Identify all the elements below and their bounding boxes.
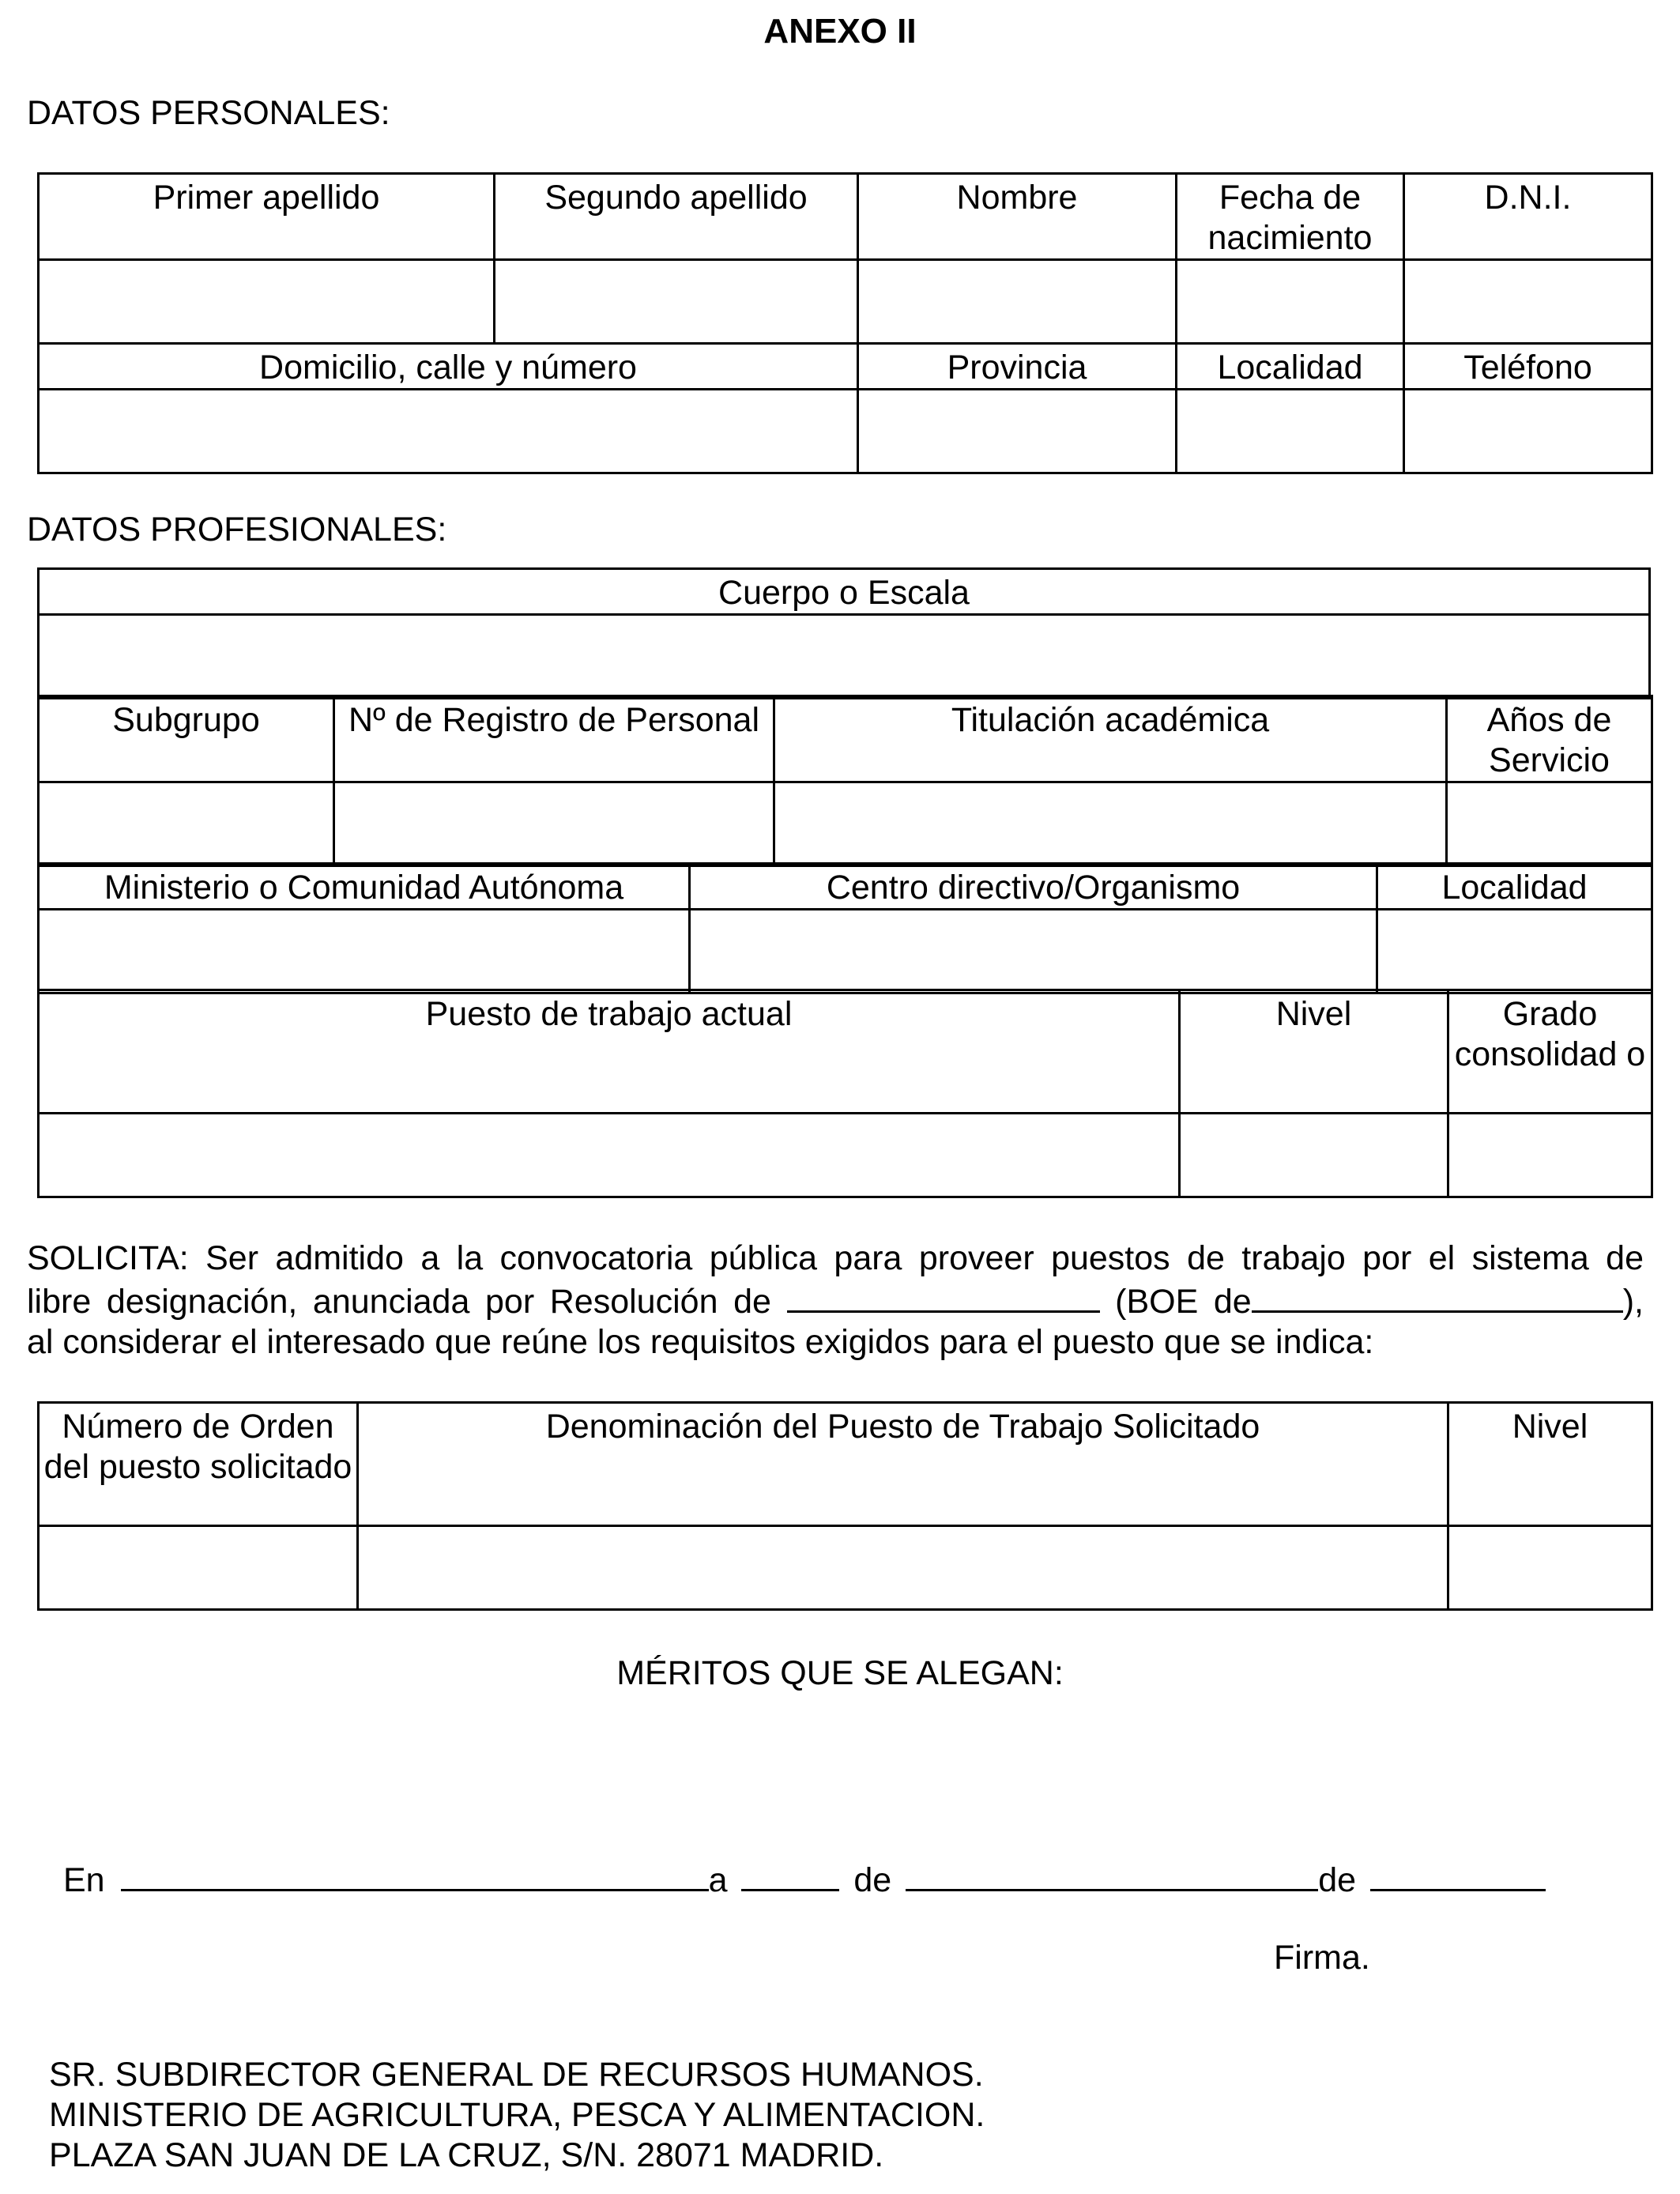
cuerpo-escala-field[interactable] <box>39 615 1650 699</box>
header-titulacion: Titulación académica <box>774 696 1447 782</box>
registro-personal-field[interactable] <box>334 782 774 866</box>
numero-orden-field[interactable] <box>39 1526 358 1610</box>
resolucion-date-blank[interactable] <box>787 1279 1100 1313</box>
request-table <box>37 1401 1653 1611</box>
nombre-field[interactable] <box>858 260 1177 344</box>
titulacion-field[interactable] <box>774 782 1447 866</box>
place-blank[interactable] <box>121 1857 709 1891</box>
personal-data-table <box>37 172 1653 474</box>
year-blank[interactable] <box>1370 1857 1546 1891</box>
header-denominacion-puesto: Denominación del Puesto de Trabajo Solicitado <box>358 1403 1448 1526</box>
address-line-2: MINISTERIO DE AGRICULTURA, PESCA Y ALIMENTACION. <box>49 2096 985 2134</box>
header-centro-directivo: Centro directivo/Organismo <box>690 864 1377 910</box>
solicita-line-2 <box>27 1279 1644 1322</box>
boe-date-blank[interactable] <box>1252 1279 1623 1313</box>
address-line-3: PLAZA SAN JUAN DE LA CRUZ, S/N. 28071 MADRID. <box>49 2136 884 2174</box>
de-label-1: de <box>853 1861 892 1899</box>
provincia-field[interactable] <box>858 390 1177 473</box>
header-dni: D.N.I. <box>1404 174 1652 260</box>
header-subgrupo: Subgrupo <box>39 696 334 782</box>
solicita-boe-label: (BOE de <box>1115 1283 1252 1321</box>
header-provincia: Provincia <box>858 344 1177 390</box>
nivel-solicitado-field[interactable] <box>1448 1526 1652 1610</box>
header-nivel-solicitado: Nivel <box>1448 1403 1652 1526</box>
ministerio-field[interactable] <box>39 910 690 993</box>
header-cuerpo-escala: Cuerpo o Escala <box>39 569 1650 615</box>
professional-puesto-table <box>37 989 1653 1198</box>
page-title: ANEXO II <box>763 12 917 51</box>
signature-label: Firma. <box>1274 1939 1370 1977</box>
en-label: En <box>63 1861 105 1899</box>
subgrupo-field[interactable] <box>39 782 334 866</box>
header-registro-personal: Nº de Registro de Personal <box>334 696 774 782</box>
merits-heading: MÉRITOS QUE SE ALEGAN: <box>616 1654 1064 1692</box>
de-label-2: de <box>1318 1861 1357 1899</box>
segundo-apellido-field[interactable] <box>495 260 858 344</box>
address-block <box>49 2055 985 2176</box>
domicilio-field[interactable] <box>39 390 858 473</box>
dni-field[interactable] <box>1404 260 1652 344</box>
centro-directivo-field[interactable] <box>690 910 1377 993</box>
header-nivel-actual: Nivel <box>1180 990 1448 1114</box>
header-fecha-nacimiento: Fecha de nacimiento <box>1177 174 1404 260</box>
header-ministerio: Ministerio o Comunidad Autónoma <box>39 864 690 910</box>
place-date-line <box>63 1857 1546 1902</box>
a-label: a <box>708 1861 728 1899</box>
header-telefono: Teléfono <box>1404 344 1652 390</box>
professional-cuerpo-table <box>37 567 1651 699</box>
header-numero-orden: Número de Orden del puesto solicitado <box>39 1403 358 1526</box>
solicita-line-3: al considerar el interesado que reúne los requisitos exigidos para el puesto que se indica: <box>27 1323 1374 1361</box>
primer-apellido-field[interactable] <box>39 260 495 344</box>
localidad-prof-field[interactable] <box>1377 910 1652 993</box>
grado-consolidado-field[interactable] <box>1448 1114 1652 1197</box>
solicita-resolucion-label: libre designación, anunciada por Resolución de <box>27 1283 771 1321</box>
header-segundo-apellido: Segundo apellido <box>495 174 858 260</box>
solicita-line-1: SOLICITA: Ser admitido a la convocatoria pública para proveer puestos de trabajo por el sistema de <box>27 1239 1644 1277</box>
solicita-close-paren: ), <box>1622 1283 1644 1321</box>
address-line-1: SR. SUBDIRECTOR GENERAL DE RECURSOS HUMANOS. <box>49 2056 984 2094</box>
header-localidad: Localidad <box>1177 344 1404 390</box>
header-grado-consolidado: Grado consolidad o <box>1448 990 1652 1114</box>
puesto-actual-field[interactable] <box>39 1114 1180 1197</box>
localidad-field[interactable] <box>1177 390 1404 473</box>
telefono-field[interactable] <box>1404 390 1652 473</box>
fecha-nacimiento-field[interactable] <box>1177 260 1404 344</box>
header-localidad-prof: Localidad <box>1377 864 1652 910</box>
header-primer-apellido: Primer apellido <box>39 174 495 260</box>
personal-data-heading: DATOS PERSONALES: <box>27 94 390 132</box>
professional-data-heading: DATOS PROFESIONALES: <box>27 511 447 548</box>
header-nombre: Nombre <box>858 174 1177 260</box>
denominacion-puesto-field[interactable] <box>358 1526 1448 1610</box>
nivel-actual-field[interactable] <box>1180 1114 1448 1197</box>
anos-servicio-field[interactable] <box>1447 782 1652 866</box>
solicita-paragraph <box>27 1238 1644 1363</box>
day-blank[interactable] <box>741 1857 839 1891</box>
month-blank[interactable] <box>906 1857 1318 1891</box>
header-puesto-actual: Puesto de trabajo actual <box>39 990 1180 1114</box>
professional-subgrupo-table <box>37 695 1653 867</box>
header-anos-servicio: Años de Servicio <box>1447 696 1652 782</box>
professional-ministerio-table <box>37 862 1653 994</box>
header-domicilio: Domicilio, calle y número <box>39 344 858 390</box>
